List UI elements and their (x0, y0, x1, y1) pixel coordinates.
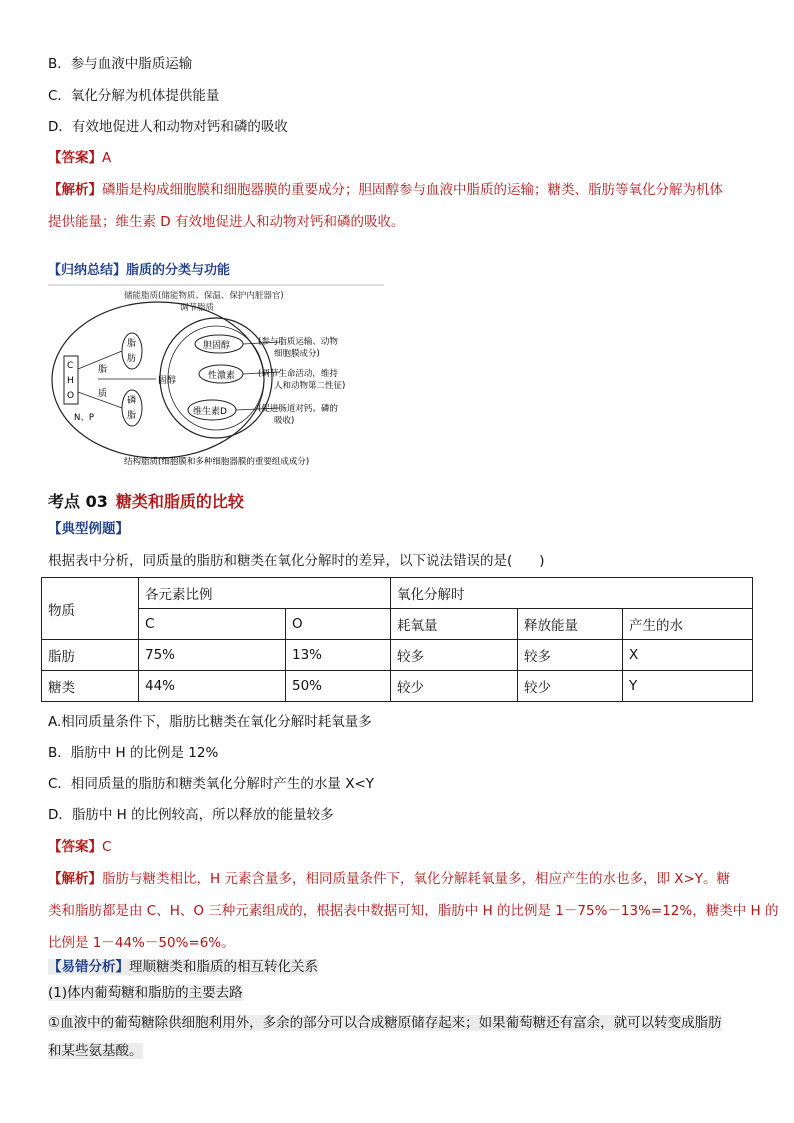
header-energy: 释放能量 (518, 609, 623, 640)
cell-c: 75% (139, 640, 286, 671)
table-row (42, 640, 753, 671)
cell-water: X (623, 640, 753, 671)
paragraph-line: ①血液中的葡萄糖除供细胞利用外，多余的部分可以合成糖原储存起来；如果葡萄糖还有富余，就可以转变成脂肪 (48, 1015, 722, 1031)
analysis-line: 类和脂肪都是由 C、H、O 三种元素组成的，根据表中数据可知，脂肪中 H 的比例是 1－75%－13%=12%，糖类中 H 的 (48, 903, 779, 919)
example-label: 【典型例题】 (48, 521, 129, 537)
cell-water: Y (623, 671, 753, 702)
option-b-top: B．参与血液中脂质运输 (48, 56, 193, 72)
section-number: 考点 03 (48, 492, 108, 511)
answer-2 (48, 837, 111, 857)
cell-energy: 较多 (518, 640, 623, 671)
lipid-classification-diagram (48, 284, 388, 470)
error-analysis-title: 理顺糖类和脂质的相互转化关系 (129, 959, 318, 975)
answer-value: A (102, 150, 112, 166)
element-c: C (67, 361, 74, 371)
section-name: 糖类和脂质的比较 (115, 492, 244, 511)
header-c: C (139, 609, 286, 640)
summary-label: 【归纳总结】 (48, 263, 127, 278)
header-o: O (286, 609, 391, 640)
phospho-label-2: 脂 (127, 411, 137, 421)
error-analysis-label: 【易错分析】 (48, 959, 129, 975)
note-2b: 人和动物第二性征) (274, 381, 346, 391)
summary-title: 脂质的分类与功能 (126, 263, 231, 278)
analysis-line: 磷脂是构成细胞膜和细胞器膜的重要成分；胆固醇参与血液中脂质的运输；糖类、脂肪等氧化分解为机体 (102, 182, 723, 198)
paragraph-line: 和某些氨基酸。 (48, 1043, 143, 1059)
option-a: A.相同质量条件下，脂肪比糖类在氧化分解时耗氧量多 (48, 714, 372, 730)
analysis-1 (48, 174, 758, 238)
analysis-2 (48, 863, 779, 959)
label-zhi: 脂 (98, 365, 108, 375)
cholesterol-label: 胆固醇 (203, 341, 231, 351)
diagram-label-storage: 储能脂质(储能物质、保温、保护内脏器官) (124, 291, 284, 301)
cell-energy: 较少 (518, 671, 623, 702)
cell-c: 44% (139, 671, 286, 702)
sex-hormone-label: 性激素 (208, 371, 236, 381)
fat-label-1: 脂 (127, 339, 137, 349)
element-np: N、P (74, 413, 94, 423)
header-oxygen: 耗氧量 (391, 609, 518, 640)
header-substance: 物质 (42, 578, 139, 640)
error-analysis-heading (48, 957, 318, 977)
option-d: D．脂肪中 H 的比例较高，所以释放的能量较多 (48, 807, 334, 823)
answer-label: 【答案】 (48, 150, 102, 166)
cell-o: 50% (286, 671, 391, 702)
paragraph-1 (48, 1009, 722, 1065)
fat-label-2: 肪 (127, 354, 137, 364)
answer-value: C (102, 839, 112, 855)
option-d-top: D．有效地促进人和动物对钙和磷的吸收 (48, 119, 288, 135)
comparison-table (41, 577, 753, 702)
cell-oxygen: 较多 (391, 640, 518, 671)
diagram-label-structural: 结构脂质(细胞膜和多种细胞器膜的重要组成成分) (124, 457, 310, 467)
cell-o: 13% (286, 640, 391, 671)
section-title (48, 489, 244, 512)
diagram-label-regulatory: 调节脂质 (180, 303, 215, 313)
option-b: B．脂肪中 H 的比例是 12% (48, 745, 219, 761)
note-3a: (促进肠道对钙、磷的 (258, 404, 338, 414)
summary-heading (48, 259, 230, 278)
header-oxidation: 氧化分解时 (391, 578, 753, 609)
subheading-1: (1)体内葡萄糖和脂肪的主要去路 (48, 985, 243, 1001)
cell-oxygen: 较少 (391, 671, 518, 702)
sterol-label: 固醇 (158, 376, 177, 386)
analysis-line: 比例是 1－44%－50%=6%。 (48, 935, 235, 951)
analysis-line: 提供能量；维生素 D 有效地促进人和动物对钙和磷的吸收。 (48, 214, 405, 230)
note-2a: (调节生命活动，维持 (258, 369, 338, 379)
cell-name: 脂肪 (42, 640, 139, 671)
note-1b: 细胞膜成分) (274, 349, 320, 359)
analysis-label: 【解析】 (48, 182, 102, 198)
analysis-label: 【解析】 (48, 871, 102, 887)
table-row (42, 671, 753, 702)
header-water: 产生的水 (623, 609, 753, 640)
element-o: O (67, 391, 75, 401)
element-h: H (67, 376, 74, 386)
analysis-line: 脂肪与糖类相比，H 元素含量多，相同质量条件下，氧化分解耗氧量多，相应产生的水也多，即 X>Y。糖 (102, 871, 731, 887)
vitamin-d-label: 维生素D (193, 407, 227, 417)
question-text: 根据表中分析，同质量的脂肪和糖类在氧化分解时的差异，以下说法错误的是( ) (48, 553, 545, 569)
option-c-top: C．氧化分解为机体提供能量 (48, 88, 220, 104)
option-c: C．相同质量的脂肪和糖类氧化分解时产生的水量 X<Y (48, 776, 375, 792)
label-zhi2: 质 (98, 389, 108, 399)
cell-name: 糖类 (42, 671, 139, 702)
note-3b: 吸收) (274, 416, 295, 426)
answer-label: 【答案】 (48, 839, 102, 855)
note-1a: (参与脂质运输、动物 (258, 337, 338, 347)
phospho-label-1: 磷 (127, 396, 137, 406)
header-ratio: 各元素比例 (139, 578, 391, 609)
answer-1 (48, 148, 111, 168)
